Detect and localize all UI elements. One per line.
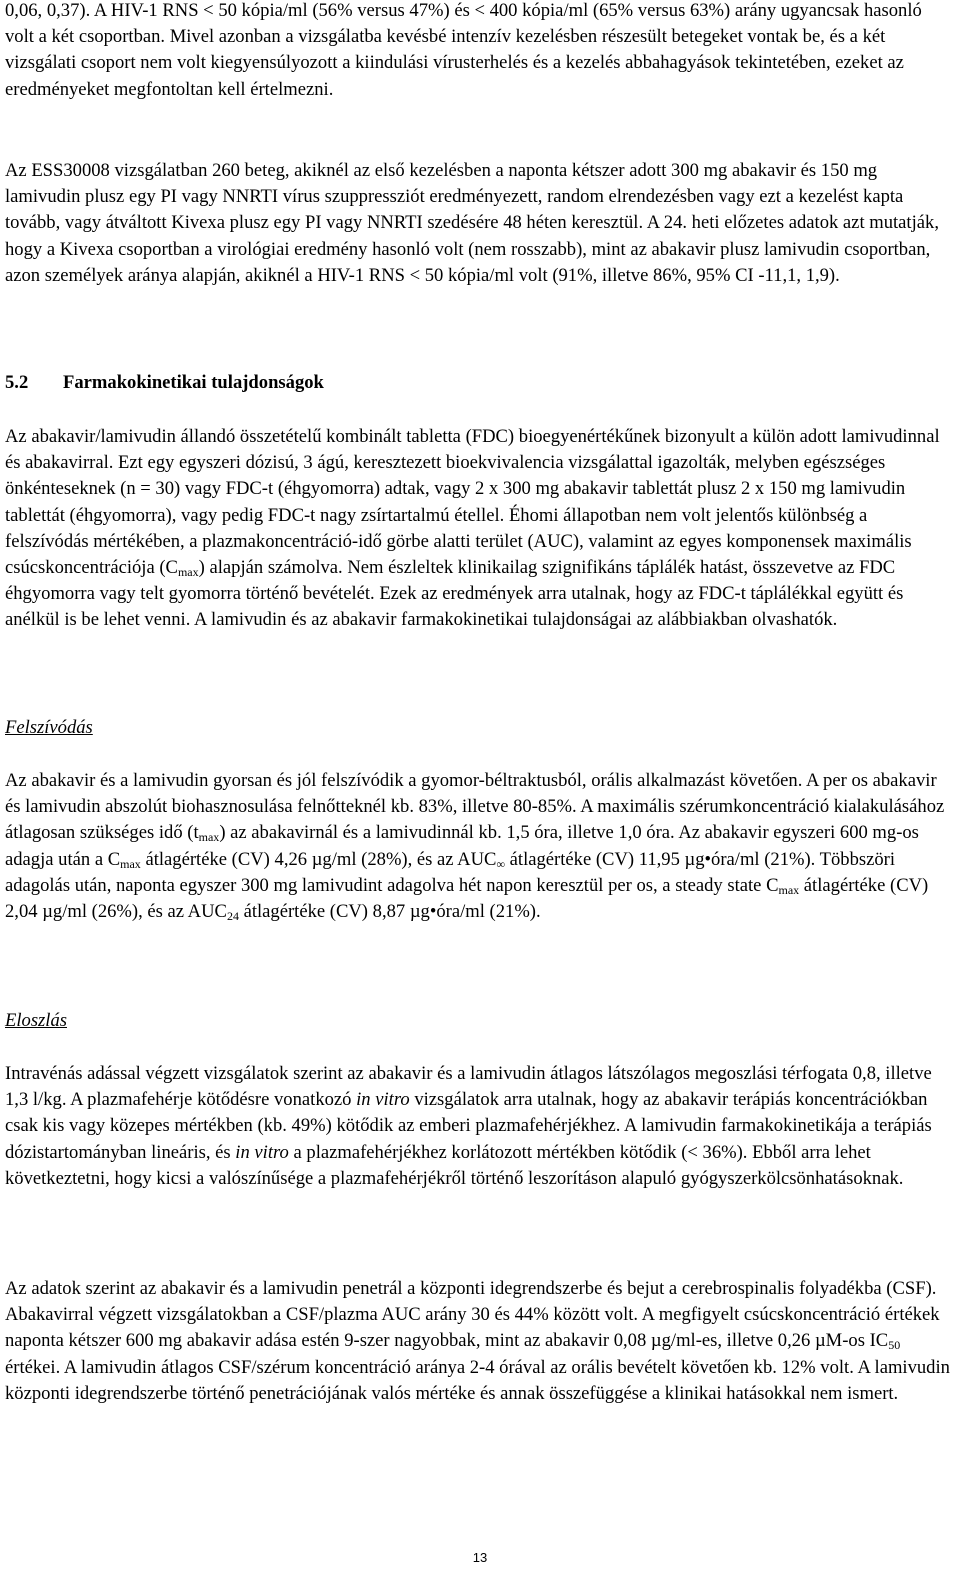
subscript: max (778, 882, 800, 897)
paragraph-ess30008-study: Az ESS30008 vizsgálatban 260 beteg, akiknél az első kezelésben a naponta kétszer adott 300 mg abakavir és 150 mg lamivudin plusz egy PI vagy NNRTI vírus szuppressziót eredményezett, random elrendezésben vagy ezt a kezelést kapta tovább, vagy átváltott Kivexa plusz egy PI vagy NNRTI szedésére 48 héten keresztül. A 24. heti előzetes adatok azt mutatják, hogy a Kivexa csoportban a virológiai eredmény hasonló volt (nem rosszabb), mint az abakavir plusz lamivudin csoportban, azon személyek aránya alapján, akiknél a HIV-1 RNS < 50 kópia/ml volt (91%, illetve 86%, 95% CI -11,1, 1,9). (5, 160, 939, 286)
subheading-absorption: Felszívódás (5, 717, 93, 738)
paragraph-bioequivalence (5, 424, 955, 634)
paragraph-csf-penetration (5, 1276, 955, 1407)
paragraph-absorption (5, 768, 955, 925)
paragraph-results-continued: 0,06, 0,37). A HIV-1 RNS < 50 kópia/ml (56% versus 47%) és < 400 kópia/ml (65% versus 63%) arány ugyancsak hasonló volt a két csoportban. Mivel azonban a vizsgálatba kevésbé intenzív kezelésben részesült betegeket vontak be, és a két vizsgálati csoport nem volt kiegyensúlyozott a kiindulási vírusterhelés és a kezelés abbahagyások tekintetében, ezeket az eredményeket megfontoltan kell értelmezni. (5, 0, 922, 100)
subscript: ∞ (496, 856, 506, 871)
text-run: átlagértéke (CV) 11,95 µg•óra/ml (21%). Többszöri adagolás után, naponta egyszer 300 mg lamivudint adagolva hét napon keresztül per os, a steady state C (5, 848, 896, 896)
text-run: átlagértéke (CV) 8,87 µg•óra/ml (21%). (238, 901, 541, 923)
text-run: Az adatok szerint az abakavir és a lamivudin penetrál a központi idegrendszerbe és bejut a cerebrospinalis folyadékba (CSF). Abakavirral végzett vizsgálatokban a CSF/plazma AUC arány 30 és 44% között volt. A megfigyelt csúcskoncentráció értékek naponta kétszer 600 mg abakavir adása estén 9-szer nagyobbak, mint az abakavir 0,08 µg/ml-es, illetve 0,26 µM-os IC (5, 1278, 940, 1352)
paragraph-distribution (5, 1061, 955, 1192)
text-run: átlagértéke (CV) 2,04 µg/ml (26%), és az AUC (5, 874, 929, 923)
subheading-distribution: Eloszlás (5, 1010, 67, 1031)
text-run: a plazmafehérjékhez korlátozott mértékben kötődik (< 36%). Ebből arra lehet következtetni, hogy kicsi a valószínűsége a plazmafehérjékről történő leszorításon alapuló gyógyszerkölcsönhatásoknak. (5, 1141, 904, 1189)
subscript: max (177, 565, 199, 580)
text-run: értékei. A lamivudin átlagos CSF/szérum koncentráció aránya 2-4 órával az orális bevételt követően kb. 12% volt. A lamivudin központi idegrendszerbe történő penetrációjának valós mértéke és annak összefüggése a klinikai hatásokkal nem ismert. (5, 1356, 950, 1404)
italic-text: in vitro (356, 1089, 410, 1111)
section-number: 5.2 (5, 372, 29, 393)
text-run: Intravénás adással végzett vizsgálatok szerint az abakavir és a lamivudin átlagos látszólagos megoszlási térfogata 0,8, illetve 1,3 l/kg. A plazmafehérje kötődésre vonatkozó (5, 1063, 932, 1111)
text-run: Az abakavir/lamivudin állandó összetételű kombinált tabletta (FDC) bioegyenértékűnek bizonyult a külön adott lamivudinnal és abakavirral. Ezt egy egyszeri dózisú, 3 ágú, keresztezett bioekvivalencia vizsgálattal igazolták, melyben egészséges önkénteseknek (n = 30) vagy FDC-t (éhgyomorra) adtak, vagy 2 x 300 mg abakavir tablettát plusz 2 x 150 mg lamivudin tablettát (éhgyomorra), vagy pedig FDC-t nagy zsírtartalmú étellel. Éhomi állapotban nem volt jelentős különbség a felszívódás mértékében, a plazmakoncentráció-idő görbe alatti terület (AUC), valamint az egyes komponensek maximális csúcskoncentrációja (C (5, 426, 940, 579)
subscript: max (198, 830, 220, 845)
subscript: 24 (226, 909, 239, 924)
section-heading (5, 370, 955, 396)
subscript: 50 (888, 1338, 901, 1353)
text-run: ) az abakavirnál és a lamivudinnál kb. 1,5 óra, illetve 1,0 óra. Az abakavir egyszeri 600 mg-os adagja után a C (5, 822, 919, 870)
text-run: ) alapján számolva. Nem észleltek klinikailag szignifikáns táplálék hatást, összevetve az FDC éhgyomorra vagy telt gyomorra történő bevételét. Ezek az eredmények arra utalnak, hogy az FDC-t táplálékkal együtt és anélkül is be lehet venni. A lamivudin és az abakavir farmakokinetikai tulajdonságai az alábbiakban olvashatók. (5, 557, 904, 631)
subscript: max (120, 856, 141, 871)
text-run: Az abakavir és a lamivudin gyorsan és jól felszívódik a gyomor-béltraktusból, orális alkalmazást követően. A per os abakavir és lamivudin abszolút biohasznosulása felnőtteknél kb. 83%, illetve 80-85%. A maximális szérumkoncentráció kialakulásához átlagosan szükséges idő (t (5, 770, 945, 844)
page-number: 13 (472, 1550, 488, 1565)
text-run: vizsgálatok arra utalnak, hogy az abakavir terápiás koncentrációkban csak kis vagy közepes mértékben (kb. 49%) kötődik az emberi plazmafehérjékhez. A lamivudin farmakokinetikája a terápiás dózistartományban lineáris, és (5, 1089, 932, 1163)
italic-text: in vitro (235, 1141, 289, 1163)
section-title: Farmakokinetikai tulajdonságok (63, 372, 324, 393)
text-run: átlagértéke (CV) 4,26 µg/ml (28%), és az AUC (140, 848, 497, 870)
